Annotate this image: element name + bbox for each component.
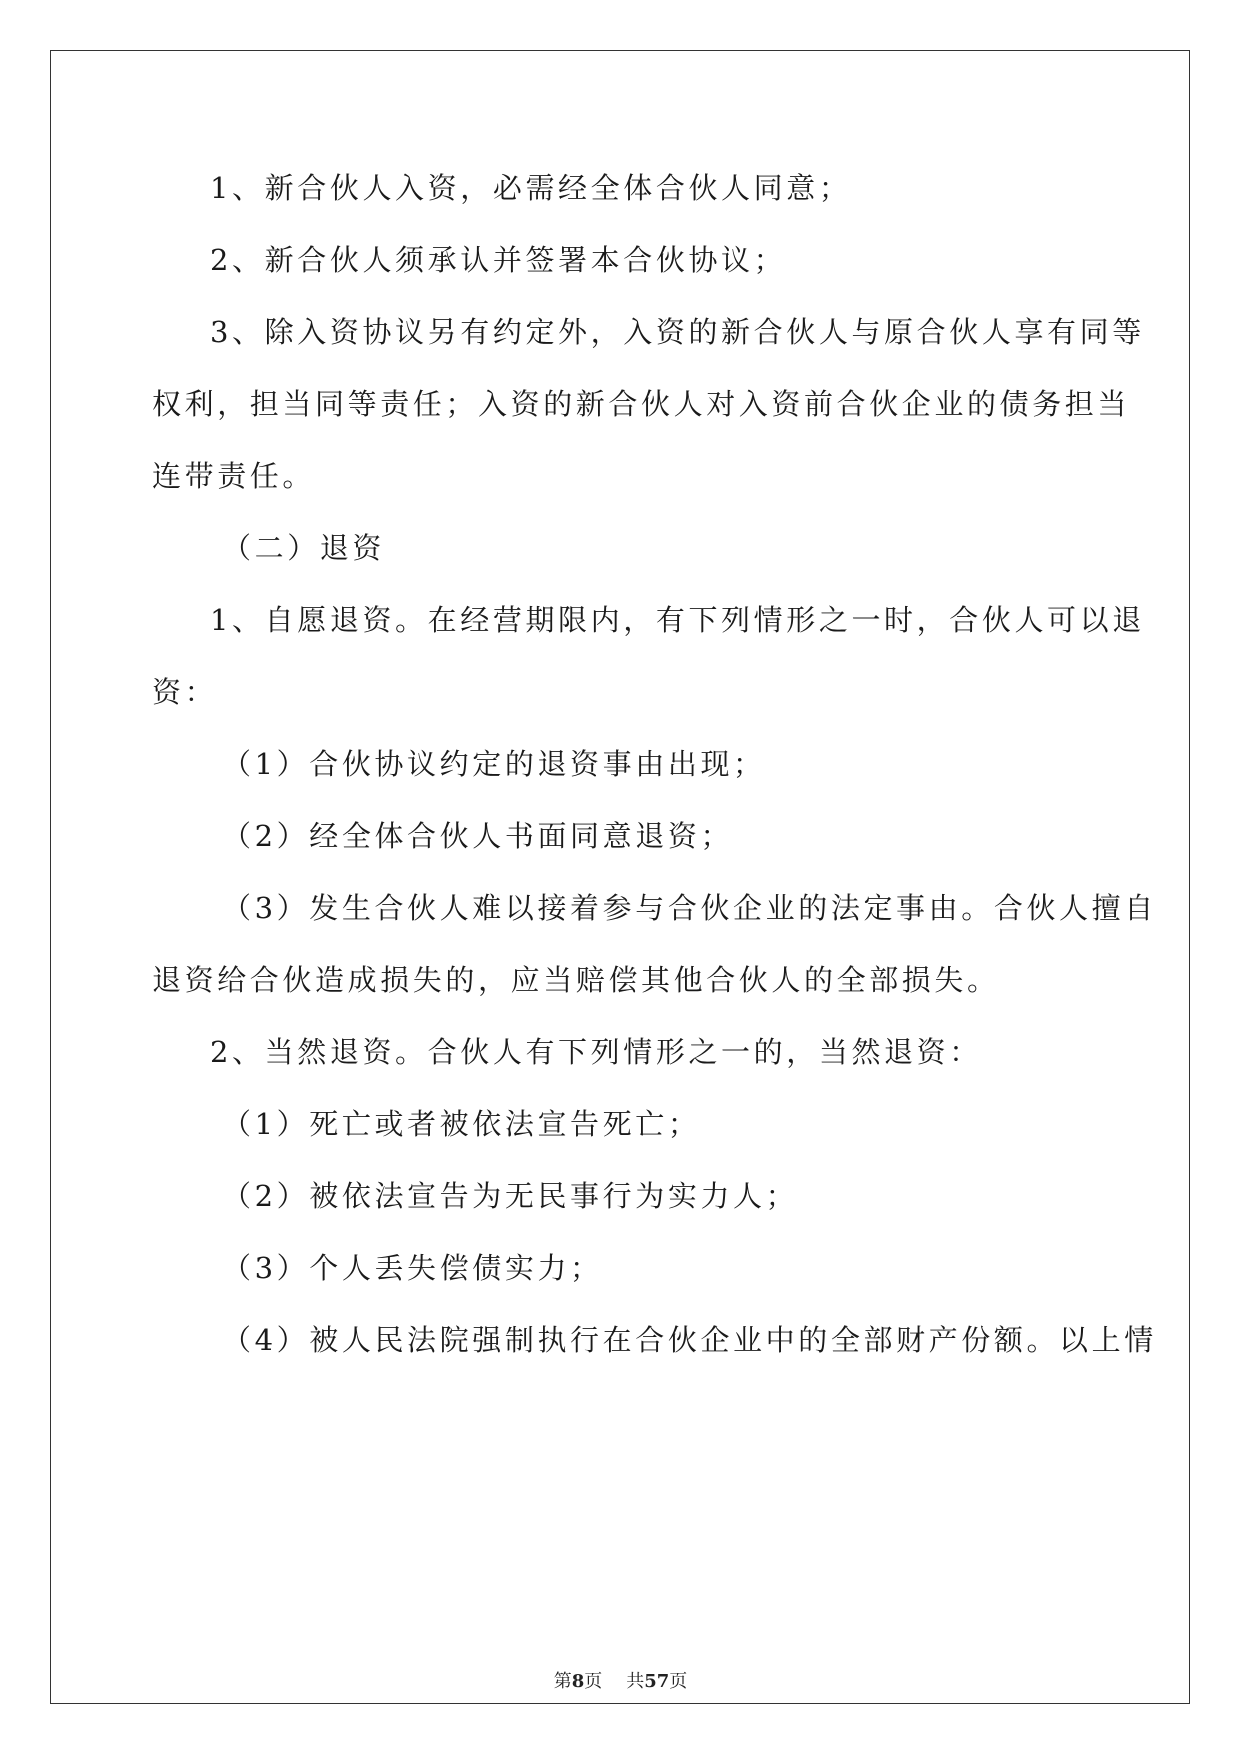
list-item: （1）合伙协议约定的退资事由出现； [222,747,766,781]
page-number: 8 [571,1671,585,1692]
total-prefix: 共 [626,1671,645,1692]
list-item: （3）发生合伙人难以接着参与合伙企业的法定事由。合伙人擅自 [222,891,1157,925]
total-suffix: 页 [669,1671,688,1692]
section-heading: （二）退资 [222,531,386,565]
list-item: （1）死亡或者被依法宣告死亡； [222,1107,701,1141]
list-item: （4）被人民法院强制执行在合伙企业中的全部财产份额。以上情 [222,1323,1157,1357]
page-footer [0,1670,1241,1694]
paragraph-line: 2、新合伙人须承认并签署本合伙协议； [210,243,787,277]
list-item: （2）经全体合伙人书面同意退资； [222,819,734,853]
paragraph-line: 1、自愿退资。在经营期限内，有下列情形之一时，合伙人可以退 [210,603,1145,637]
page-border [50,50,1190,1704]
list-item: （3）个人丢失偿债实力； [222,1251,603,1285]
page-prefix: 第 [553,1671,572,1692]
list-item: （2）被依法宣告为无民事行为实力人； [222,1179,799,1213]
total-pages: 57 [644,1671,670,1692]
page-suffix: 页 [584,1671,603,1692]
paragraph-line: 资： [152,675,218,709]
paragraph-line: 连带责任。 [152,459,316,493]
paragraph-line: 3、除入资协议另有约定外，入资的新合伙人与原合伙人享有同等 [210,315,1145,349]
paragraph-line: 权利，担当同等责任；入资的新合伙人对入资前合伙企业的债务担当 [152,387,1131,421]
paragraph-line: 2、当然退资。合伙人有下列情形之一的，当然退资： [210,1035,982,1069]
paragraph-line: 1、新合伙人入资，必需经全体合伙人同意； [210,171,852,205]
paragraph-line: 退资给合伙造成损失的，应当赔偿其他合伙人的全部损失。 [152,963,1000,997]
